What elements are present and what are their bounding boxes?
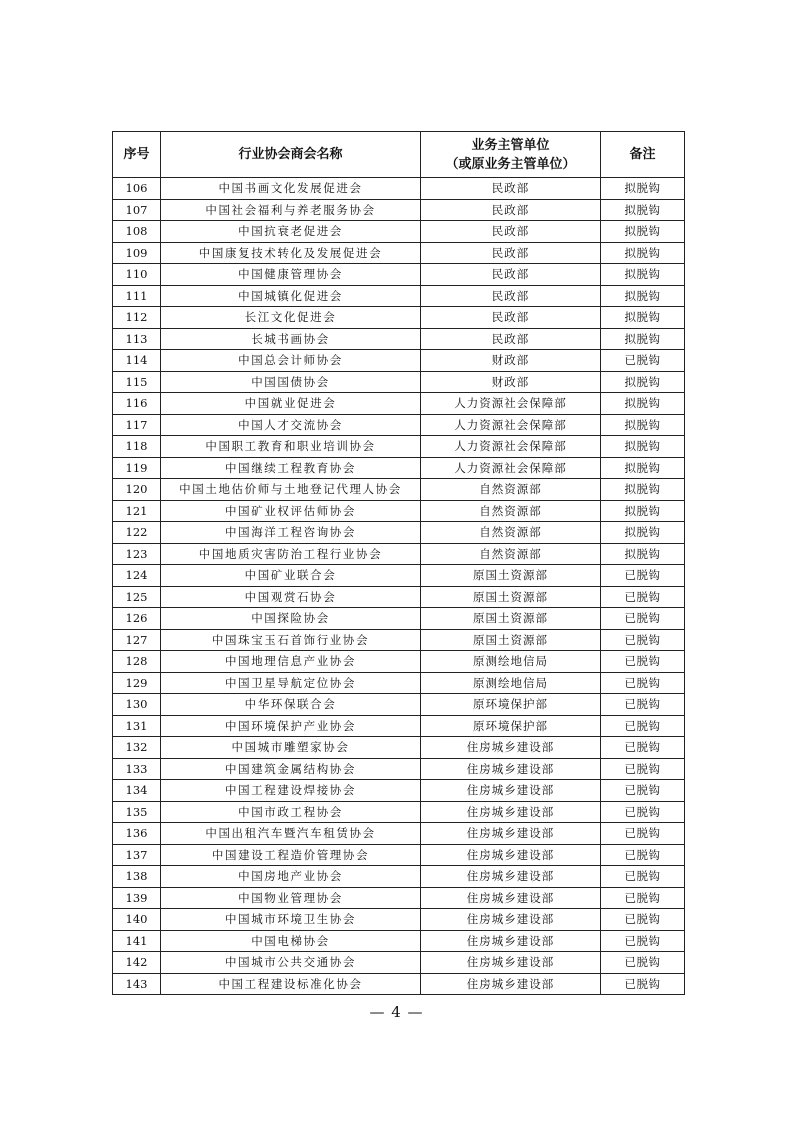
- cell-serial-number: 108: [113, 221, 161, 243]
- cell-serial-number: 141: [113, 930, 161, 952]
- cell-remarks: 拟脱钩: [601, 500, 685, 522]
- cell-association-name: 中国城市环境卫生协会: [161, 909, 421, 931]
- cell-supervising-unit: 自然资源部: [421, 500, 601, 522]
- table-row: [113, 371, 685, 393]
- cell-remarks: 已脱钩: [601, 586, 685, 608]
- table-row: [113, 608, 685, 630]
- cell-supervising-unit: 原测绘地信局: [421, 672, 601, 694]
- cell-remarks: 拟脱钩: [601, 307, 685, 329]
- cell-serial-number: 129: [113, 672, 161, 694]
- cell-serial-number: 107: [113, 199, 161, 221]
- cell-remarks: 拟脱钩: [601, 479, 685, 501]
- cell-serial-number: 118: [113, 436, 161, 458]
- cell-remarks: 已脱钩: [601, 801, 685, 823]
- cell-remarks: 已脱钩: [601, 823, 685, 845]
- cell-association-name: 中国地质灾害防治工程行业协会: [161, 543, 421, 565]
- table-row: [113, 844, 685, 866]
- cell-supervising-unit: 民政部: [421, 264, 601, 286]
- cell-serial-number: 123: [113, 543, 161, 565]
- header-row: [113, 132, 685, 178]
- cell-remarks: 拟脱钩: [601, 457, 685, 479]
- table-row: [113, 285, 685, 307]
- cell-remarks: 拟脱钩: [601, 178, 685, 200]
- cell-remarks: 已脱钩: [601, 780, 685, 802]
- cell-association-name: 中国城镇化促进会: [161, 285, 421, 307]
- table-row: [113, 221, 685, 243]
- cell-remarks: 已脱钩: [601, 565, 685, 587]
- cell-supervising-unit: 住房城乡建设部: [421, 758, 601, 780]
- cell-association-name: 中国矿业联合会: [161, 565, 421, 587]
- cell-supervising-unit: 自然资源部: [421, 522, 601, 544]
- table-row: [113, 586, 685, 608]
- table-row: [113, 393, 685, 415]
- cell-supervising-unit: 住房城乡建设部: [421, 780, 601, 802]
- cell-association-name: 中国电梯协会: [161, 930, 421, 952]
- table-row: [113, 672, 685, 694]
- cell-supervising-unit: 原国土资源部: [421, 586, 601, 608]
- cell-serial-number: 139: [113, 887, 161, 909]
- cell-remarks: 拟脱钩: [601, 242, 685, 264]
- table-row: [113, 629, 685, 651]
- table-row: [113, 479, 685, 501]
- cell-remarks: 已脱钩: [601, 715, 685, 737]
- cell-serial-number: 128: [113, 651, 161, 673]
- cell-supervising-unit: 人力资源社会保障部: [421, 393, 601, 415]
- cell-supervising-unit: 住房城乡建设部: [421, 801, 601, 823]
- cell-association-name: 中国工程建设焊接协会: [161, 780, 421, 802]
- cell-remarks: 已脱钩: [601, 952, 685, 974]
- cell-association-name: 中国探险协会: [161, 608, 421, 630]
- cell-serial-number: 135: [113, 801, 161, 823]
- cell-remarks: 已脱钩: [601, 973, 685, 995]
- cell-remarks: 已脱钩: [601, 350, 685, 372]
- cell-supervising-unit: 民政部: [421, 242, 601, 264]
- header-serial-number: 序号: [113, 132, 161, 178]
- cell-remarks: 已脱钩: [601, 844, 685, 866]
- cell-serial-number: 127: [113, 629, 161, 651]
- cell-association-name: 中国土地估价师与土地登记代理人协会: [161, 479, 421, 501]
- cell-supervising-unit: 住房城乡建设部: [421, 823, 601, 845]
- cell-association-name: 中国珠宝玉石首饰行业协会: [161, 629, 421, 651]
- cell-supervising-unit: 民政部: [421, 285, 601, 307]
- cell-association-name: 中国抗衰老促进会: [161, 221, 421, 243]
- cell-serial-number: 121: [113, 500, 161, 522]
- cell-association-name: 中国地理信息产业协会: [161, 651, 421, 673]
- table-header: [113, 132, 685, 178]
- cell-remarks: 已脱钩: [601, 887, 685, 909]
- cell-serial-number: 114: [113, 350, 161, 372]
- cell-association-name: 中国城市公共交通协会: [161, 952, 421, 974]
- cell-association-name: 中国国债协会: [161, 371, 421, 393]
- cell-association-name: 中国康复技术转化及发展促进会: [161, 242, 421, 264]
- cell-serial-number: 106: [113, 178, 161, 200]
- cell-association-name: 中国社会福利与养老服务协会: [161, 199, 421, 221]
- cell-supervising-unit: 住房城乡建设部: [421, 844, 601, 866]
- cell-serial-number: 116: [113, 393, 161, 415]
- cell-remarks: 已脱钩: [601, 651, 685, 673]
- table-row: [113, 930, 685, 952]
- cell-association-name: 中国海洋工程咨询协会: [161, 522, 421, 544]
- cell-supervising-unit: 原测绘地信局: [421, 651, 601, 673]
- header-remarks: 备注: [601, 132, 685, 178]
- cell-serial-number: 113: [113, 328, 161, 350]
- cell-serial-number: 120: [113, 479, 161, 501]
- cell-supervising-unit: 住房城乡建设部: [421, 909, 601, 931]
- cell-remarks: 拟脱钩: [601, 199, 685, 221]
- cell-remarks: 拟脱钩: [601, 522, 685, 544]
- cell-serial-number: 133: [113, 758, 161, 780]
- cell-serial-number: 130: [113, 694, 161, 716]
- table-row: [113, 242, 685, 264]
- cell-remarks: 拟脱钩: [601, 436, 685, 458]
- table-row: [113, 651, 685, 673]
- cell-remarks: 已脱钩: [601, 866, 685, 888]
- table-row: [113, 328, 685, 350]
- cell-remarks: 拟脱钩: [601, 543, 685, 565]
- cell-serial-number: 140: [113, 909, 161, 931]
- table-row: [113, 522, 685, 544]
- cell-association-name: 中国矿业权评估师协会: [161, 500, 421, 522]
- cell-supervising-unit: 原国土资源部: [421, 565, 601, 587]
- cell-serial-number: 136: [113, 823, 161, 845]
- table-row: [113, 758, 685, 780]
- cell-supervising-unit: 民政部: [421, 221, 601, 243]
- cell-serial-number: 112: [113, 307, 161, 329]
- cell-remarks: 已脱钩: [601, 694, 685, 716]
- cell-supervising-unit: 人力资源社会保障部: [421, 457, 601, 479]
- cell-serial-number: 126: [113, 608, 161, 630]
- cell-supervising-unit: 民政部: [421, 307, 601, 329]
- table-row: [113, 801, 685, 823]
- cell-association-name: 中国卫星导航定位协会: [161, 672, 421, 694]
- cell-supervising-unit: 财政部: [421, 371, 601, 393]
- association-table: [112, 131, 685, 995]
- cell-remarks: 已脱钩: [601, 758, 685, 780]
- cell-association-name: 中国健康管理协会: [161, 264, 421, 286]
- cell-remarks: 拟脱钩: [601, 285, 685, 307]
- cell-supervising-unit: 原国土资源部: [421, 629, 601, 651]
- page-number: — 4 —: [369, 1003, 424, 1021]
- cell-association-name: 中国房地产业协会: [161, 866, 421, 888]
- cell-remarks: 已脱钩: [601, 930, 685, 952]
- table-row: [113, 973, 685, 995]
- cell-supervising-unit: 住房城乡建设部: [421, 887, 601, 909]
- cell-association-name: 中国继续工程教育协会: [161, 457, 421, 479]
- cell-serial-number: 143: [113, 973, 161, 995]
- cell-association-name: 中国总会计师协会: [161, 350, 421, 372]
- cell-serial-number: 124: [113, 565, 161, 587]
- cell-remarks: 拟脱钩: [601, 371, 685, 393]
- cell-supervising-unit: 住房城乡建设部: [421, 930, 601, 952]
- table-row: [113, 887, 685, 909]
- cell-association-name: 中华环保联合会: [161, 694, 421, 716]
- cell-supervising-unit: 人力资源社会保障部: [421, 414, 601, 436]
- cell-association-name: 中国出租汽车暨汽车租赁协会: [161, 823, 421, 845]
- table-row: [113, 737, 685, 759]
- cell-supervising-unit: 民政部: [421, 178, 601, 200]
- cell-association-name: 中国就业促进会: [161, 393, 421, 415]
- header-association-name: 行业协会商会名称: [161, 132, 421, 178]
- cell-serial-number: 134: [113, 780, 161, 802]
- cell-association-name: 长城书画协会: [161, 328, 421, 350]
- cell-supervising-unit: 自然资源部: [421, 543, 601, 565]
- table-row: [113, 457, 685, 479]
- table-row: [113, 414, 685, 436]
- cell-supervising-unit: 原环境保护部: [421, 694, 601, 716]
- cell-association-name: 中国市政工程协会: [161, 801, 421, 823]
- cell-remarks: 已脱钩: [601, 737, 685, 759]
- cell-serial-number: 119: [113, 457, 161, 479]
- cell-serial-number: 110: [113, 264, 161, 286]
- cell-serial-number: 132: [113, 737, 161, 759]
- table-row: [113, 178, 685, 200]
- table-row: [113, 264, 685, 286]
- table-row: [113, 780, 685, 802]
- table-row: [113, 350, 685, 372]
- table-row: [113, 909, 685, 931]
- cell-association-name: 中国工程建设标准化协会: [161, 973, 421, 995]
- header-supervising-unit-line1: 业务主管单位: [471, 137, 550, 153]
- cell-supervising-unit: 住房城乡建设部: [421, 737, 601, 759]
- cell-serial-number: 111: [113, 285, 161, 307]
- table-row: [113, 199, 685, 221]
- cell-remarks: 拟脱钩: [601, 328, 685, 350]
- cell-supervising-unit: 民政部: [421, 199, 601, 221]
- cell-serial-number: 117: [113, 414, 161, 436]
- cell-association-name: 中国书画文化发展促进会: [161, 178, 421, 200]
- cell-supervising-unit: 自然资源部: [421, 479, 601, 501]
- cell-supervising-unit: 财政部: [421, 350, 601, 372]
- table-row: [113, 565, 685, 587]
- cell-remarks: 拟脱钩: [601, 221, 685, 243]
- table-row: [113, 543, 685, 565]
- cell-supervising-unit: 原国土资源部: [421, 608, 601, 630]
- cell-association-name: 中国观赏石协会: [161, 586, 421, 608]
- cell-supervising-unit: 民政部: [421, 328, 601, 350]
- table-row: [113, 866, 685, 888]
- table-row: [113, 436, 685, 458]
- cell-remarks: 已脱钩: [601, 909, 685, 931]
- cell-remarks: 拟脱钩: [601, 393, 685, 415]
- cell-remarks: 已脱钩: [601, 672, 685, 694]
- cell-remarks: 已脱钩: [601, 629, 685, 651]
- table-row: [113, 823, 685, 845]
- cell-remarks: 拟脱钩: [601, 414, 685, 436]
- cell-serial-number: 125: [113, 586, 161, 608]
- cell-serial-number: 122: [113, 522, 161, 544]
- table-row: [113, 307, 685, 329]
- cell-association-name: 中国职工教育和职业培训协会: [161, 436, 421, 458]
- cell-remarks: 拟脱钩: [601, 264, 685, 286]
- table-row: [113, 715, 685, 737]
- cell-serial-number: 131: [113, 715, 161, 737]
- cell-serial-number: 109: [113, 242, 161, 264]
- cell-serial-number: 142: [113, 952, 161, 974]
- cell-supervising-unit: 住房城乡建设部: [421, 866, 601, 888]
- cell-association-name: 中国环境保护产业协会: [161, 715, 421, 737]
- cell-serial-number: 138: [113, 866, 161, 888]
- table-row: [113, 952, 685, 974]
- cell-association-name: 中国城市雕塑家协会: [161, 737, 421, 759]
- cell-association-name: 中国建筑金属结构协会: [161, 758, 421, 780]
- table-row: [113, 500, 685, 522]
- cell-association-name: 中国物业管理协会: [161, 887, 421, 909]
- table-row: [113, 694, 685, 716]
- cell-supervising-unit: 住房城乡建设部: [421, 952, 601, 974]
- cell-supervising-unit: 原环境保护部: [421, 715, 601, 737]
- cell-association-name: 长江文化促进会: [161, 307, 421, 329]
- cell-supervising-unit: 住房城乡建设部: [421, 973, 601, 995]
- cell-association-name: 中国人才交流协会: [161, 414, 421, 436]
- cell-serial-number: 115: [113, 371, 161, 393]
- table-body: [113, 178, 685, 995]
- cell-association-name: 中国建设工程造价管理协会: [161, 844, 421, 866]
- header-supervising-unit-line2: （或原业务主管单位）: [445, 156, 576, 172]
- header-supervising-unit: [421, 132, 601, 178]
- cell-serial-number: 137: [113, 844, 161, 866]
- cell-remarks: 已脱钩: [601, 608, 685, 630]
- cell-supervising-unit: 人力资源社会保障部: [421, 436, 601, 458]
